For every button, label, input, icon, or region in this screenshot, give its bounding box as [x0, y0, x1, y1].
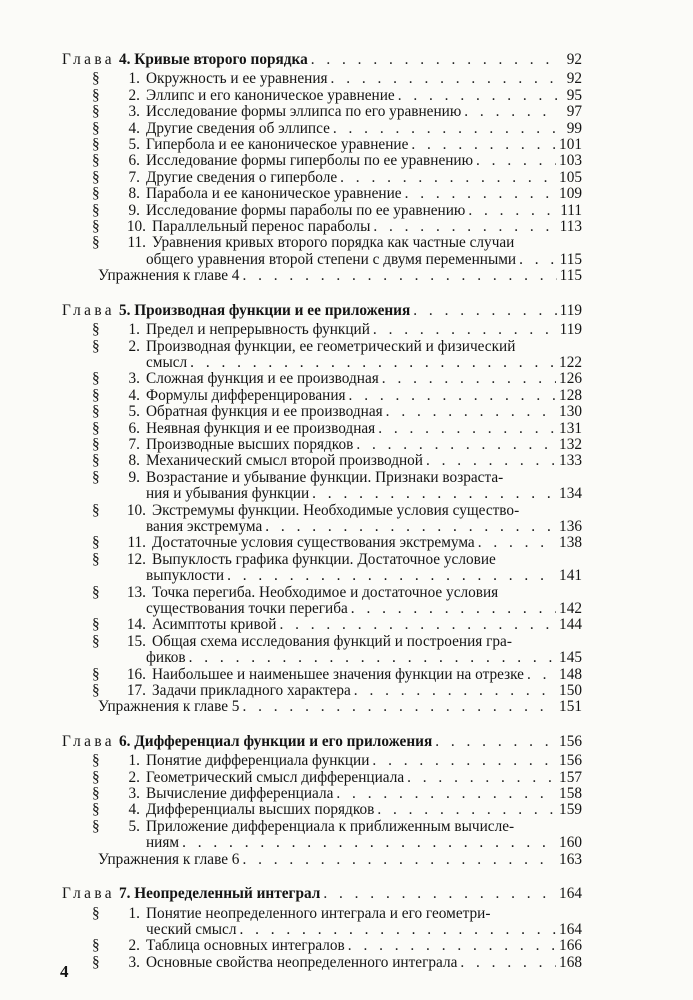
- section-title: Уравнения кривых второго порядка как частные случаи: [152, 234, 515, 252]
- section-title-continued: общего уравнения второй степени с двумя переменными: [146, 250, 517, 268]
- dot-leader: [190, 355, 556, 371]
- dot-leader: [398, 88, 557, 104]
- section-number: 7.: [128, 168, 140, 186]
- dot-leader: [405, 186, 556, 202]
- chapter-label: Глава: [62, 885, 115, 903]
- section-number: 1.: [128, 752, 140, 770]
- section-title: Дифференциалы высших порядков: [146, 801, 375, 819]
- dot-leader: [378, 421, 556, 437]
- section-page: 157: [559, 768, 582, 786]
- dot-leader: [386, 404, 556, 420]
- section-page: 164: [559, 920, 582, 938]
- section-entry: [62, 955, 582, 971]
- section-sign: §: [92, 435, 100, 453]
- section-title: Выпуклость графика функции. Достаточное условие: [152, 550, 496, 568]
- section-sign: §: [92, 234, 100, 252]
- section-title: Парабола и ее каноническое уравнение: [146, 185, 402, 203]
- dot-leader: [311, 52, 557, 68]
- chapter-label: Глава: [62, 51, 115, 68]
- section-number: 8.: [128, 452, 140, 470]
- dot-leader: [279, 617, 556, 633]
- section-sign: §: [92, 70, 100, 88]
- section-entry: [62, 906, 582, 922]
- section-number: 6.: [128, 152, 140, 170]
- section-entry: [62, 121, 582, 137]
- section-title: Асимптоты кривой: [152, 616, 277, 634]
- section-page: 138: [559, 534, 582, 552]
- dot-leader: [460, 955, 556, 971]
- section-entry: [62, 938, 582, 954]
- section-page: 109: [559, 185, 582, 203]
- section-number: 4.: [128, 119, 140, 137]
- dot-leader: [348, 938, 556, 954]
- section-entry: [62, 535, 582, 551]
- chapter-label: Глава: [62, 732, 115, 750]
- section-entry: [62, 421, 582, 437]
- table-of-contents: [62, 52, 582, 989]
- dot-leader: [407, 770, 556, 786]
- section-number: 1.: [128, 321, 140, 339]
- section-entry: [62, 137, 582, 153]
- chapter-page: 156: [559, 732, 582, 750]
- section-title-continued: вания экстремума: [146, 517, 263, 535]
- dot-leader: [527, 667, 556, 683]
- dot-leader: [333, 121, 557, 137]
- dot-leader: [349, 388, 557, 404]
- dot-leader: [351, 601, 556, 617]
- section-sign: §: [92, 550, 100, 568]
- section-page: 168: [559, 953, 582, 971]
- section-title: Формулы дифференцирования: [146, 386, 346, 404]
- dot-leader: [435, 734, 556, 750]
- section-title: Основные свойства неопределенного интеграла: [146, 953, 458, 971]
- section-number: 14.: [126, 616, 146, 634]
- dot-leader: [227, 568, 556, 584]
- section-continuation: [62, 568, 582, 584]
- section-entry: [62, 634, 582, 650]
- dot-leader: [411, 137, 556, 153]
- section-number: 3.: [128, 785, 140, 803]
- section-title: Возрастание и убывание функции. Признаки возраста-: [146, 468, 504, 486]
- section-sign: §: [92, 682, 100, 700]
- chapter-heading: [62, 52, 582, 68]
- page-number: 4: [60, 962, 69, 981]
- section-page: 141: [559, 567, 582, 585]
- exercises-page: 163: [559, 850, 582, 868]
- section-sign: §: [92, 937, 100, 955]
- dot-leader: [356, 437, 556, 453]
- section-title: Точка перегиба. Необходимое и достаточное условия: [152, 583, 499, 601]
- section-entry: [62, 203, 582, 219]
- section-sign: §: [92, 801, 100, 819]
- section-sign: §: [92, 201, 100, 219]
- dot-leader: [182, 835, 556, 851]
- section-number: 10.: [126, 218, 146, 236]
- section-entry: [62, 339, 582, 355]
- section-entry: [62, 186, 582, 202]
- section-number: 4.: [128, 386, 140, 404]
- chapter-block: [62, 52, 582, 285]
- chapter-heading: [62, 734, 582, 750]
- section-title: Исследование формы эллипса по его уравнению: [146, 103, 462, 121]
- section-number: 5.: [128, 817, 140, 835]
- exercises-title: Упражнения к главе 4: [98, 267, 240, 285]
- chapter-title: 4. Кривые второго порядка: [118, 51, 308, 68]
- section-continuation: [62, 650, 582, 666]
- section-title: Неявная функция и ее производная: [146, 419, 376, 437]
- section-page: 134: [559, 485, 582, 503]
- exercises-entry: [62, 852, 582, 868]
- section-entry: [62, 88, 582, 104]
- chapter-title: 7. Неопределенный интеграл: [118, 885, 321, 903]
- section-page: 158: [559, 785, 582, 803]
- section-sign: §: [92, 218, 100, 236]
- section-page: 111: [560, 201, 582, 219]
- section-page: 150: [559, 682, 582, 700]
- section-title: Задачи прикладного характера: [152, 682, 351, 700]
- dot-leader: [464, 104, 557, 120]
- section-sign: §: [92, 953, 100, 971]
- section-sign: §: [92, 616, 100, 634]
- chapter-title: 6. Дифференциал функции и его приложения: [118, 732, 433, 750]
- exercises-page: 151: [559, 698, 582, 716]
- section-entry: [62, 770, 582, 786]
- exercises-entry: [62, 699, 582, 715]
- section-entry: [62, 503, 582, 519]
- chapter-label: Глава: [62, 301, 115, 319]
- section-entry: [62, 552, 582, 568]
- section-sign: §: [92, 152, 100, 170]
- section-number: 3.: [128, 370, 140, 388]
- section-entry: [62, 585, 582, 601]
- section-title: Таблица основных интегралов: [146, 937, 345, 955]
- section-page: 128: [559, 386, 582, 404]
- dot-leader: [242, 268, 556, 284]
- section-title: Гипербола и ее каноническое уравнение: [146, 136, 409, 154]
- section-entry: [62, 802, 582, 818]
- section-sign: §: [92, 419, 100, 437]
- section-number: 17.: [126, 682, 146, 700]
- section-sign: §: [92, 452, 100, 470]
- section-page: 145: [559, 649, 582, 667]
- section-page: 105: [559, 168, 582, 186]
- dot-leader: [372, 753, 556, 769]
- section-entry: [62, 404, 582, 420]
- section-title: Геометрический смысл дифференциала: [146, 768, 405, 786]
- section-number: 5.: [128, 136, 140, 154]
- section-entry: [62, 453, 582, 469]
- section-title: Параллельный перенос параболы: [152, 218, 371, 236]
- section-page: 103: [559, 152, 582, 170]
- section-number: 7.: [128, 435, 140, 453]
- section-title-continued: ческий смысл: [146, 920, 237, 938]
- section-entry: [62, 617, 582, 633]
- section-entry: [62, 786, 582, 802]
- section-page: 126: [559, 370, 582, 388]
- section-title-continued: ния и убывания функции: [146, 485, 310, 503]
- section-title: Наибольшее и наименьшее значения функции на отрезке: [152, 665, 524, 683]
- exercises-title: Упражнения к главе 6: [98, 850, 240, 868]
- section-entry: [62, 104, 582, 120]
- section-number: 9.: [128, 468, 140, 486]
- dot-leader: [413, 303, 556, 319]
- section-title: Окружность и ее уравнения: [146, 70, 328, 88]
- section-title: Экстремумы функции. Необходимые условия существо-: [152, 501, 520, 519]
- section-sign: §: [92, 752, 100, 770]
- section-number: 11.: [127, 534, 146, 552]
- chapter-title: 5. Производная функции и ее приложения: [118, 301, 411, 319]
- section-page: 99: [566, 119, 582, 137]
- section-sign: §: [92, 321, 100, 339]
- section-sign: §: [92, 386, 100, 404]
- section-entry: [62, 235, 582, 251]
- section-title-continued: выпуклости: [146, 567, 225, 585]
- chapter-heading: [62, 303, 582, 319]
- exercises-title: Упражнения к главе 5: [98, 698, 240, 716]
- section-page: 119: [559, 321, 582, 339]
- section-number: 9.: [128, 201, 140, 219]
- section-number: 12.: [126, 550, 146, 568]
- dot-leader: [336, 786, 556, 802]
- section-title-continued: ниям: [146, 834, 180, 852]
- section-page: 130: [559, 403, 582, 421]
- section-page: 113: [559, 218, 582, 236]
- section-sign: §: [92, 904, 100, 922]
- section-title: Предел и непрерывность функций: [146, 321, 370, 339]
- section-entry: [62, 322, 582, 338]
- dot-leader: [265, 519, 556, 535]
- section-title: Другие сведения о гиперболе: [146, 168, 338, 186]
- dot-leader: [189, 650, 556, 666]
- section-entry: [62, 219, 582, 235]
- section-sign: §: [92, 185, 100, 203]
- section-page: 148: [559, 665, 582, 683]
- dot-leader: [468, 203, 557, 219]
- section-sign: §: [92, 817, 100, 835]
- section-number: 2.: [128, 337, 140, 355]
- section-title: Общая схема исследования функций и построения гра-: [152, 632, 512, 650]
- section-number: 16.: [126, 665, 146, 683]
- section-sign: §: [92, 168, 100, 186]
- section-page: 95: [566, 86, 582, 104]
- section-title: Производная функции, ее геометрический и физический: [146, 337, 516, 355]
- section-number: 1.: [128, 70, 140, 88]
- dot-leader: [331, 71, 557, 87]
- section-page: 132: [559, 435, 582, 453]
- section-title-continued: смысл: [146, 353, 188, 371]
- section-page: 159: [559, 801, 582, 819]
- section-page: 144: [559, 616, 582, 634]
- dot-leader: [519, 252, 557, 268]
- section-page: 131: [559, 419, 582, 437]
- section-entry: [62, 371, 582, 387]
- section-page: 115: [559, 250, 582, 268]
- section-continuation: [62, 486, 582, 502]
- section-entry: [62, 470, 582, 486]
- section-sign: §: [92, 119, 100, 137]
- section-page: 156: [559, 752, 582, 770]
- section-title-continued: существования точки перегиба: [146, 600, 348, 617]
- section-page: 97: [566, 103, 582, 121]
- dot-leader: [373, 219, 556, 235]
- section-title: Понятие дифференциала функции: [146, 752, 370, 770]
- section-continuation: [62, 922, 582, 938]
- section-sign: §: [92, 665, 100, 683]
- dot-leader: [426, 453, 556, 469]
- section-number: 15.: [126, 632, 146, 650]
- exercises-page: 115: [559, 267, 582, 285]
- dot-leader: [242, 852, 556, 868]
- dot-leader: [354, 683, 556, 699]
- section-sign: §: [92, 583, 100, 601]
- dot-leader: [340, 170, 556, 186]
- section-title: Производные высших порядков: [146, 435, 354, 453]
- chapter-block: [62, 303, 582, 716]
- section-sign: §: [92, 468, 100, 486]
- chapter-block: [62, 734, 582, 868]
- section-entry: [62, 667, 582, 683]
- dot-leader: [373, 322, 557, 338]
- section-title: Исследование формы гиперболы по ее уравнению: [146, 152, 474, 170]
- section-number: 13.: [126, 583, 146, 601]
- section-sign: §: [92, 768, 100, 786]
- section-number: 5.: [128, 403, 140, 421]
- section-number: 3.: [128, 103, 140, 121]
- section-title: Вычисление дифференциала: [146, 785, 334, 803]
- section-number: 10.: [126, 501, 146, 519]
- section-number: 2.: [128, 768, 140, 786]
- section-title: Сложная функция и ее производная: [146, 370, 379, 388]
- section-continuation: [62, 519, 582, 535]
- chapter-page: 164: [559, 885, 582, 903]
- section-entry: [62, 71, 582, 87]
- section-title-continued: фиков: [146, 649, 186, 667]
- section-title: Обратная функция и ее производная: [146, 403, 383, 421]
- section-page: 142: [559, 600, 582, 617]
- section-title: Приложение дифференциала к приближенным вычисле-: [146, 817, 515, 835]
- section-page: 160: [559, 834, 582, 852]
- section-continuation: [62, 355, 582, 371]
- section-title: Понятие неопределенного интеграла и его геометри-: [146, 904, 491, 922]
- section-page: 101: [559, 136, 582, 154]
- section-title: Достаточные условия существования экстремума: [152, 534, 475, 552]
- chapter-page: 92: [566, 51, 582, 68]
- dot-leader: [312, 486, 556, 502]
- section-entry: [62, 753, 582, 769]
- section-entry: [62, 170, 582, 186]
- dot-leader: [239, 922, 556, 938]
- dot-leader: [242, 699, 556, 715]
- section-page: 122: [559, 353, 582, 371]
- section-sign: §: [92, 501, 100, 519]
- chapter-heading: [62, 886, 582, 902]
- section-title: Исследование формы параболы по ее уравнению: [146, 201, 466, 219]
- section-number: 4.: [128, 801, 140, 819]
- section-sign: §: [92, 632, 100, 650]
- dot-leader: [476, 153, 556, 169]
- section-number: 2.: [128, 86, 140, 104]
- section-number: 1.: [128, 904, 140, 922]
- section-page: 133: [559, 452, 582, 470]
- section-sign: §: [92, 370, 100, 388]
- section-sign: §: [92, 136, 100, 154]
- section-continuation: [62, 601, 582, 617]
- section-sign: §: [92, 785, 100, 803]
- section-title: Механический смысл второй производной: [146, 452, 423, 470]
- section-page: 92: [566, 70, 582, 88]
- section-number: 3.: [128, 953, 140, 971]
- section-entry: [62, 388, 582, 404]
- section-sign: §: [92, 103, 100, 121]
- exercises-entry: [62, 268, 582, 284]
- dot-leader: [323, 886, 556, 902]
- section-title: Другие сведения об эллипсе: [146, 119, 330, 137]
- chapter-block: [62, 886, 582, 971]
- section-entry: [62, 819, 582, 835]
- section-continuation: [62, 252, 582, 268]
- dot-leader: [382, 371, 556, 387]
- section-entry: [62, 437, 582, 453]
- section-number: 11.: [127, 234, 146, 252]
- section-page: 166: [559, 937, 582, 955]
- section-page: 136: [559, 517, 582, 535]
- section-entry: [62, 683, 582, 699]
- section-number: 6.: [128, 419, 140, 437]
- chapter-page: 119: [559, 301, 582, 319]
- section-title: Эллипс и его каноническое уравнение: [146, 86, 395, 104]
- section-entry: [62, 153, 582, 169]
- dot-leader: [478, 535, 556, 551]
- section-sign: §: [92, 86, 100, 104]
- section-number: 2.: [128, 937, 140, 955]
- dot-leader: [377, 802, 556, 818]
- section-number: 8.: [128, 185, 140, 203]
- section-continuation: [62, 835, 582, 851]
- section-sign: §: [92, 337, 100, 355]
- section-sign: §: [92, 534, 100, 552]
- section-sign: §: [92, 403, 100, 421]
